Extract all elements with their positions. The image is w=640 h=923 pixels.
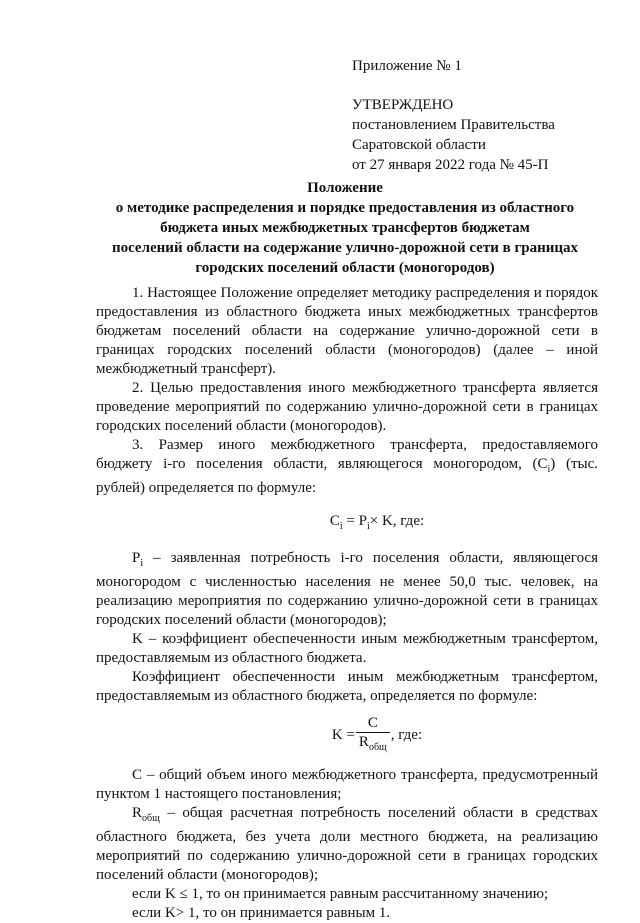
paragraph-3: [96, 436, 598, 498]
formula-k-den-symbol: R: [358, 734, 369, 750]
condition-2: если K> 1, то он принимается равным 1.: [132, 905, 391, 921]
formula-k-den-subscript: общ: [368, 742, 387, 753]
paragraph-2: 2. Целью предоставления иного межбюджетного трансферта является проведение мероприятий по содержанию улично-дорожной сети в границах городских поселений области (моногородов).: [96, 380, 598, 434]
formula-k-lhs: K =: [331, 726, 355, 743]
definition-pi-text: – заявленная потребность i-го поселения области, являющегося моногородом с численностью населения не менее 50,0 тыс. человек, на реализацию мероприятия по содержанию улично-дорожной сети в границах городских поселений области (моногородов);: [96, 550, 598, 628]
formula-k-numerator: C: [356, 714, 390, 733]
formula-ci-symbol: C: [329, 513, 340, 529]
definition-pi: [96, 549, 598, 630]
paragraph-3-subscript: i: [547, 464, 551, 475]
approval-line-1: постановлением Правительства: [352, 117, 555, 133]
formula-k-tail: , где:: [390, 726, 423, 743]
title-line-5: городских поселений области (моногородов): [195, 260, 495, 276]
title-line-1: Положение: [307, 180, 383, 196]
spacer: [352, 76, 555, 95]
definition-r: [96, 804, 598, 885]
definition-pi-symbol: P: [132, 550, 141, 566]
appendix-label: Приложение № 1: [352, 58, 462, 74]
definition-k: K – коэффициент обеспеченности иным межбюджетным трансфертом, предоставляемым из областного бюджета.: [96, 631, 598, 666]
document-body: [96, 284, 598, 923]
formula-k: [96, 714, 598, 757]
document-title: [70, 178, 620, 278]
definition-c: C – общий объем иного межбюджетного трансферта, предусмотренный пунктом 1 настоящего постановления;: [96, 767, 598, 802]
approval-line-2: Саратовской области: [352, 137, 486, 153]
formula-ci-equals: = P: [342, 513, 367, 529]
formula-k-denominator: [356, 733, 390, 757]
formula-pi-subscript: i: [366, 521, 370, 532]
definition-r-text: – общая расчетная потребность поселений области в средствах областного бюджета, без учета доли местного бюджета, на реализацию мероприятий по содержанию улично-дорожной сети в границах городских поселений области (моногородов);: [96, 805, 598, 883]
formula-ci: [96, 512, 598, 536]
approval-line-3: от 27 января 2022 года № 45-П: [352, 157, 549, 173]
formula-k-fraction: [356, 714, 390, 757]
paragraph-1: 1. Настоящее Положение определяет методику распределения и порядок предоставления из областного бюджета иных межбюджетных трансфертов бюджетам поселений области на содержание улично-дорожной сети в границах городских поселений области (моногородов) (далее – иной межбюджетный трансферт).: [96, 285, 598, 377]
title-line-4: поселений области на содержание улично-дорожной сети в границах: [111, 240, 579, 256]
paragraph-3-end: ) (тыс. рублей) определяется по формуле:: [96, 456, 599, 496]
definition-pi-subscript: i: [140, 558, 144, 569]
title-line-3: бюджета иных межбюджетных трансфертов бюджетам: [160, 220, 530, 236]
title-line-2: о методике распределения и порядке предоставления из областного: [115, 200, 575, 216]
paragraph-3-start: 3. Размер иного межбюджетного трансферта, предоставляемого бюджету i-го поселения области, являющегося моногородом, (C: [96, 437, 598, 472]
definition-r-symbol: R: [132, 805, 143, 821]
k-formula-intro: Коэффициент обеспеченности иным межбюджетным трансфертом, предоставляемым из областного бюджета, определяется по формуле:: [96, 669, 598, 704]
definition-r-subscript: общ: [142, 813, 160, 824]
approved-stamp: УТВЕРЖДЕНО: [352, 97, 454, 113]
formula-ci-rest: × K, где:: [369, 513, 425, 529]
formula-ci-subscript: i: [339, 521, 343, 532]
condition-1: если K ≤ 1, то он принимается равным рассчитанному значению;: [132, 886, 549, 902]
approval-block: [352, 56, 555, 175]
